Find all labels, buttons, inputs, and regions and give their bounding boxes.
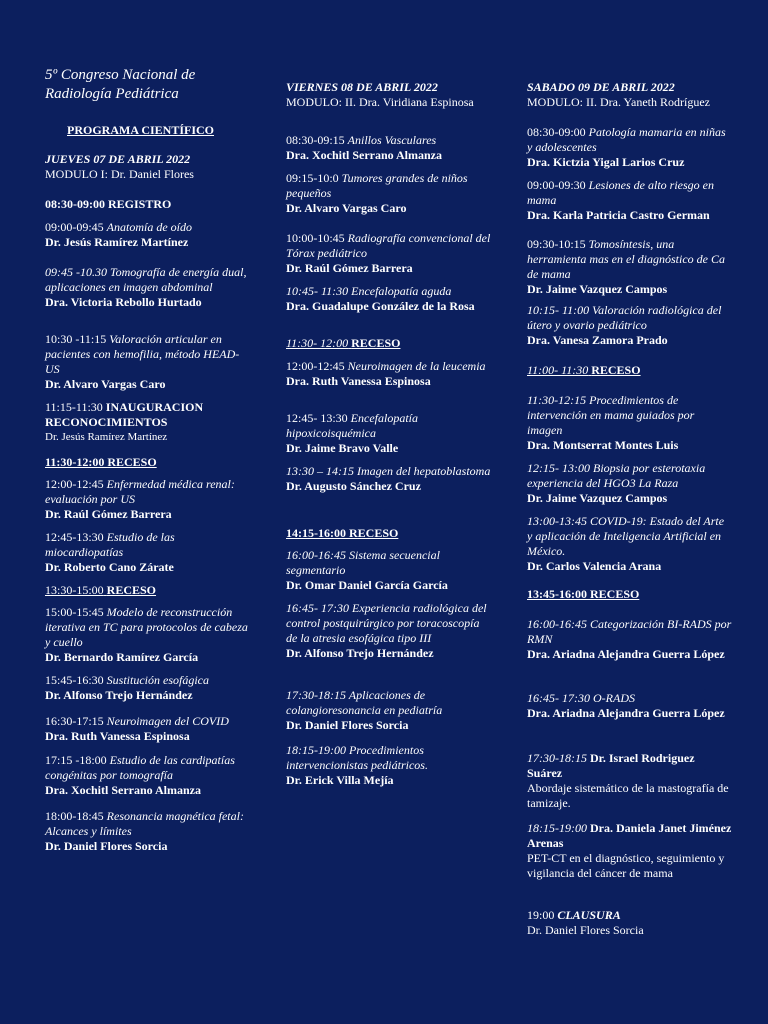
session-speaker: Dr. Alvaro Vargas Caro — [45, 377, 166, 391]
session-time: 10:15- 11:00 — [527, 303, 590, 317]
session-title: Anillos Vasculares — [347, 133, 437, 147]
session-title: Anatomía de oído — [106, 220, 192, 234]
session — [45, 400, 250, 445]
session-title: Valoración articular en pacientes con hemofilia, método HEAD-US — [45, 332, 240, 376]
session — [45, 673, 250, 703]
session-time: 11:15-11:30 — [45, 400, 103, 414]
session — [527, 178, 732, 223]
session-time: 13:30 – 14:15 — [286, 464, 354, 478]
session-title: Neuroimagen del COVID — [106, 714, 229, 728]
session — [527, 617, 732, 662]
session-time: 09:15-10:0 — [286, 171, 339, 185]
session-speaker: Dra. Ariadna Alejandra Guerra López — [527, 706, 725, 720]
session — [45, 530, 250, 575]
session-speaker: Dr. Alfonso Trejo Hernández — [45, 688, 193, 702]
session-speaker: Dra. Xochitl Serrano Almanza — [45, 783, 201, 797]
session-title: Encefalopatía aguda — [351, 284, 452, 298]
session-time: 08:30-09:00 — [527, 125, 586, 139]
session-speaker: Dr. Jesús Ramírez Martínez — [45, 431, 168, 443]
session-title: Estudio de las cardipatías congénitas por tomografía — [45, 753, 235, 782]
session-title: Procedimientos de intervención en mama guiados por imagen — [527, 393, 695, 437]
session-title: Enfermedad médica renal: evaluación por US — [45, 477, 235, 506]
break-label — [45, 583, 250, 598]
break-label: 11:30-12:00 RECESO — [45, 455, 157, 469]
session-time: 11:30-12:15 — [527, 393, 587, 407]
session-description: Abordaje sistemático de la mastografía de tamizaje. — [527, 781, 729, 810]
session — [45, 714, 250, 744]
break-label: 13:45-16:00 RECESO — [527, 587, 640, 601]
session-title: Imagen del hepatoblastoma — [357, 464, 491, 478]
day-heading: JUEVES 07 DE ABRIL 2022 — [45, 152, 191, 166]
session — [45, 605, 250, 665]
session — [286, 359, 491, 389]
session-title: Sistema secuencial segmentario — [286, 548, 440, 577]
session-title: Radiografía convencional del Tórax pediátrico — [286, 231, 491, 260]
session-time: 15:00-15:45 — [45, 605, 104, 619]
session-title: Encefalopatía hipoxicoisquémica — [286, 411, 418, 440]
session-speaker: Dra. Xochitl Serrano Almanza — [286, 148, 442, 162]
session-time: 10:00-10:45 — [286, 231, 345, 245]
session-speaker: Dra. Montserrat Montes Luis — [527, 438, 679, 452]
break-time: 13:30-15:00 — [45, 583, 104, 597]
session — [286, 688, 491, 733]
session-title: Tomosíntesis, una herramienta mas en el diagnóstico de Ca de mama — [527, 237, 725, 281]
session — [286, 231, 491, 276]
session — [286, 743, 491, 788]
session-title: COVID-19: Estado del Arte y aplicación de Inteligencia Artificial en México. — [527, 514, 725, 558]
session-speaker: Dr. Jaime Vazquez Campos — [527, 491, 668, 505]
day-heading: VIERNES 08 DE ABRIL 2022 — [286, 80, 438, 94]
module-label: MODULO: II. Dra. Viridiana Espinosa — [286, 95, 474, 109]
session — [527, 751, 732, 811]
module-label: MODULO I: Dr. Daniel Flores — [45, 167, 194, 181]
session — [286, 601, 491, 661]
closing-time: 19:00 — [527, 908, 555, 922]
session — [45, 332, 250, 392]
session-speaker: Dr. Erick Villa Mejía — [286, 773, 394, 787]
session — [527, 514, 732, 574]
break-time: 11:00- 11:30 — [527, 363, 589, 377]
session-time: 17:15 -18:00 — [45, 753, 107, 767]
session-title: Tumores grandes de niños pequeños — [286, 171, 468, 200]
session-title: Experiencia radiológica del control postquirúrgico por toracoscopía de la atresia esofágica tipo III — [286, 601, 487, 645]
session-speaker: Dr. Jaime Bravo Valle — [286, 441, 399, 455]
session — [286, 411, 491, 456]
session-speaker: Dr. Israel Rodriguez Suárez — [527, 751, 695, 780]
session-speaker: Dra. Ariadna Alejandra Guerra López — [527, 647, 725, 661]
break-text: RECESO — [351, 336, 401, 350]
session-time: 09:00-09:45 — [45, 220, 104, 234]
session-time: 10:45- 11:30 — [286, 284, 349, 298]
session-time: 09:00-09:30 — [527, 178, 586, 192]
closing-label: CLAUSURA — [557, 908, 621, 922]
session-description: PET-CT en el diagnóstico, seguimiento y vigilancia del cáncer de mama — [527, 851, 725, 880]
session-time: 18:00-18:45 — [45, 809, 104, 823]
session-time: 16:00-16:45 — [527, 617, 587, 631]
session-speaker: Dr. Daniel Flores Sorcia — [45, 839, 168, 853]
session — [527, 821, 732, 881]
congress-title-line1: 5º Congreso Nacional de — [45, 67, 196, 83]
session-speaker: Dr. Roberto Cano Zárate — [45, 560, 174, 574]
session-speaker: Dra. Vanesa Zamora Prado — [527, 333, 668, 347]
session-speaker: Dr. Raúl Gómez Barrera — [45, 507, 172, 521]
break-label: 14:15-16:00 RECESO — [286, 526, 399, 540]
session-time: 09:45 -10.30 — [45, 265, 107, 279]
session-speaker: Dr. Jesús Ramírez Martínez — [45, 235, 189, 249]
session-time: 15:45-16:30 — [45, 673, 104, 687]
session — [286, 548, 491, 593]
session — [286, 464, 491, 494]
session-time: 13:00-13:45 — [527, 514, 587, 528]
session-time: 09:30-10:15 — [527, 237, 586, 251]
session-title: Estudio de las miocardiopatías — [45, 530, 175, 559]
session-title: INAUGURACION RECONOCIMIENTOS — [45, 400, 204, 429]
session-speaker: Dr. Omar Daniel García García — [286, 578, 448, 592]
session-speaker: Dr. Bernardo Ramírez García — [45, 650, 199, 664]
break-label — [286, 336, 491, 351]
session-time: 18:15-19:00 — [527, 821, 587, 835]
session-time: 16:45- 17:30 — [527, 691, 590, 705]
session-title: Neuroimagen de la leucemia — [347, 359, 486, 373]
session-time: 16:30-17:15 — [45, 714, 104, 728]
session-speaker: Dr. Augusto Sánchez Cruz — [286, 479, 421, 493]
session-speaker: Dr. Alfonso Trejo Hernández — [286, 646, 434, 660]
program-heading: PROGRAMA CIENTÍFICO — [67, 123, 215, 137]
session-time: 17:30-18:15 — [527, 751, 587, 765]
session-speaker: Dr. Raúl Gómez Barrera — [286, 261, 413, 275]
session-speaker: Dr. Daniel Flores Sorcia — [286, 718, 409, 732]
session-speaker: Dra. Karla Patricia Castro German — [527, 208, 710, 222]
session-time: 18:15-19:00 — [286, 743, 346, 757]
session-time: 12:45-13:30 — [45, 530, 104, 544]
session-title: Sustitución esofágica — [106, 673, 209, 687]
session-title: O-RADS — [593, 691, 635, 705]
session — [45, 753, 250, 798]
session-speaker: Dra. Ruth Vanessa Espinosa — [45, 729, 190, 743]
session-title: Patología mamaria en niñas y adolescentes — [527, 125, 726, 154]
session — [527, 461, 732, 506]
session — [45, 477, 250, 522]
session — [286, 133, 491, 163]
congress-title-line2: Radiología Pediátrica — [45, 86, 179, 102]
session — [527, 393, 732, 453]
session-title: Lesiones de alto riesgo en mama — [527, 178, 714, 207]
break-text: RECESO — [591, 363, 641, 377]
session-title: Biopsia por esterotaxia experiencia del HGO3 La Raza — [527, 461, 706, 490]
session-title: Valoración radiológica del útero y ovario pediátrico — [527, 303, 722, 332]
session-speaker: Dr. Alvaro Vargas Caro — [286, 201, 407, 215]
session-title: Tomografía de energía dual, aplicaciones en imagen abdominal — [45, 265, 247, 294]
session-time: 08:30-09:15 — [286, 133, 345, 147]
session-time: 17:30-18:15 — [286, 688, 346, 702]
session — [286, 171, 491, 216]
session — [286, 284, 491, 314]
session-title: Procedimientos intervencionistas pediátricos. — [286, 743, 428, 772]
session — [45, 220, 250, 250]
session-speaker: Dr. Carlos Valencia Arana — [527, 559, 662, 573]
session — [527, 691, 732, 721]
session-title: Aplicaciones de colangioresonancia en pediatría — [286, 688, 443, 717]
session-title: Modelo de reconstrucción iterativa en TC para protocolos de cabeza y cuello — [45, 605, 248, 649]
session — [527, 237, 732, 297]
session-time: 12:00-12:45 — [286, 359, 345, 373]
congress-title — [45, 66, 250, 104]
session — [527, 125, 732, 170]
closing-session — [527, 908, 732, 938]
session-speaker: Dra. Kictzia Yigal Larios Cruz — [527, 155, 685, 169]
session — [45, 265, 250, 310]
session-time: 12:00-12:45 — [45, 477, 104, 491]
session — [527, 303, 732, 348]
session-time: 12:15- 13:00 — [527, 461, 590, 475]
session-speaker: Dra. Daniela Janet Jiménez Arenas — [527, 821, 732, 850]
session-speaker: Dra. Guadalupe González de la Rosa — [286, 299, 475, 313]
session-title: Categorización BI-RADS por RMN — [527, 617, 732, 646]
break-label — [527, 363, 732, 378]
session-time: 16:00-16:45 — [286, 548, 346, 562]
session-speaker: Dra. Ruth Vanessa Espinosa — [286, 374, 431, 388]
session-time: 10:30 -11:15 — [45, 332, 107, 346]
session-title: Resonancia magnética fetal: Alcances y límites — [45, 809, 244, 838]
session-speaker: Dr. Jaime Vazquez Campos — [527, 282, 668, 296]
break-text: RECESO — [106, 583, 157, 597]
closing-speaker: Dr. Daniel Flores Sorcia — [527, 923, 644, 937]
day-heading: SABADO 09 DE ABRIL 2022 — [527, 80, 675, 94]
registration: 08:30-09:00 REGISTRO — [45, 197, 172, 211]
session-time: 16:45- 17:30 — [286, 601, 349, 615]
session-speaker: Dra. Victoria Rebollo Hurtado — [45, 295, 202, 309]
session-time: 12:45- 13:30 — [286, 411, 348, 425]
module-label: MODULO: II. Dra. Yaneth Rodríguez — [527, 95, 710, 109]
session — [45, 809, 250, 854]
break-time: 11:30- 12:00 — [286, 336, 349, 350]
